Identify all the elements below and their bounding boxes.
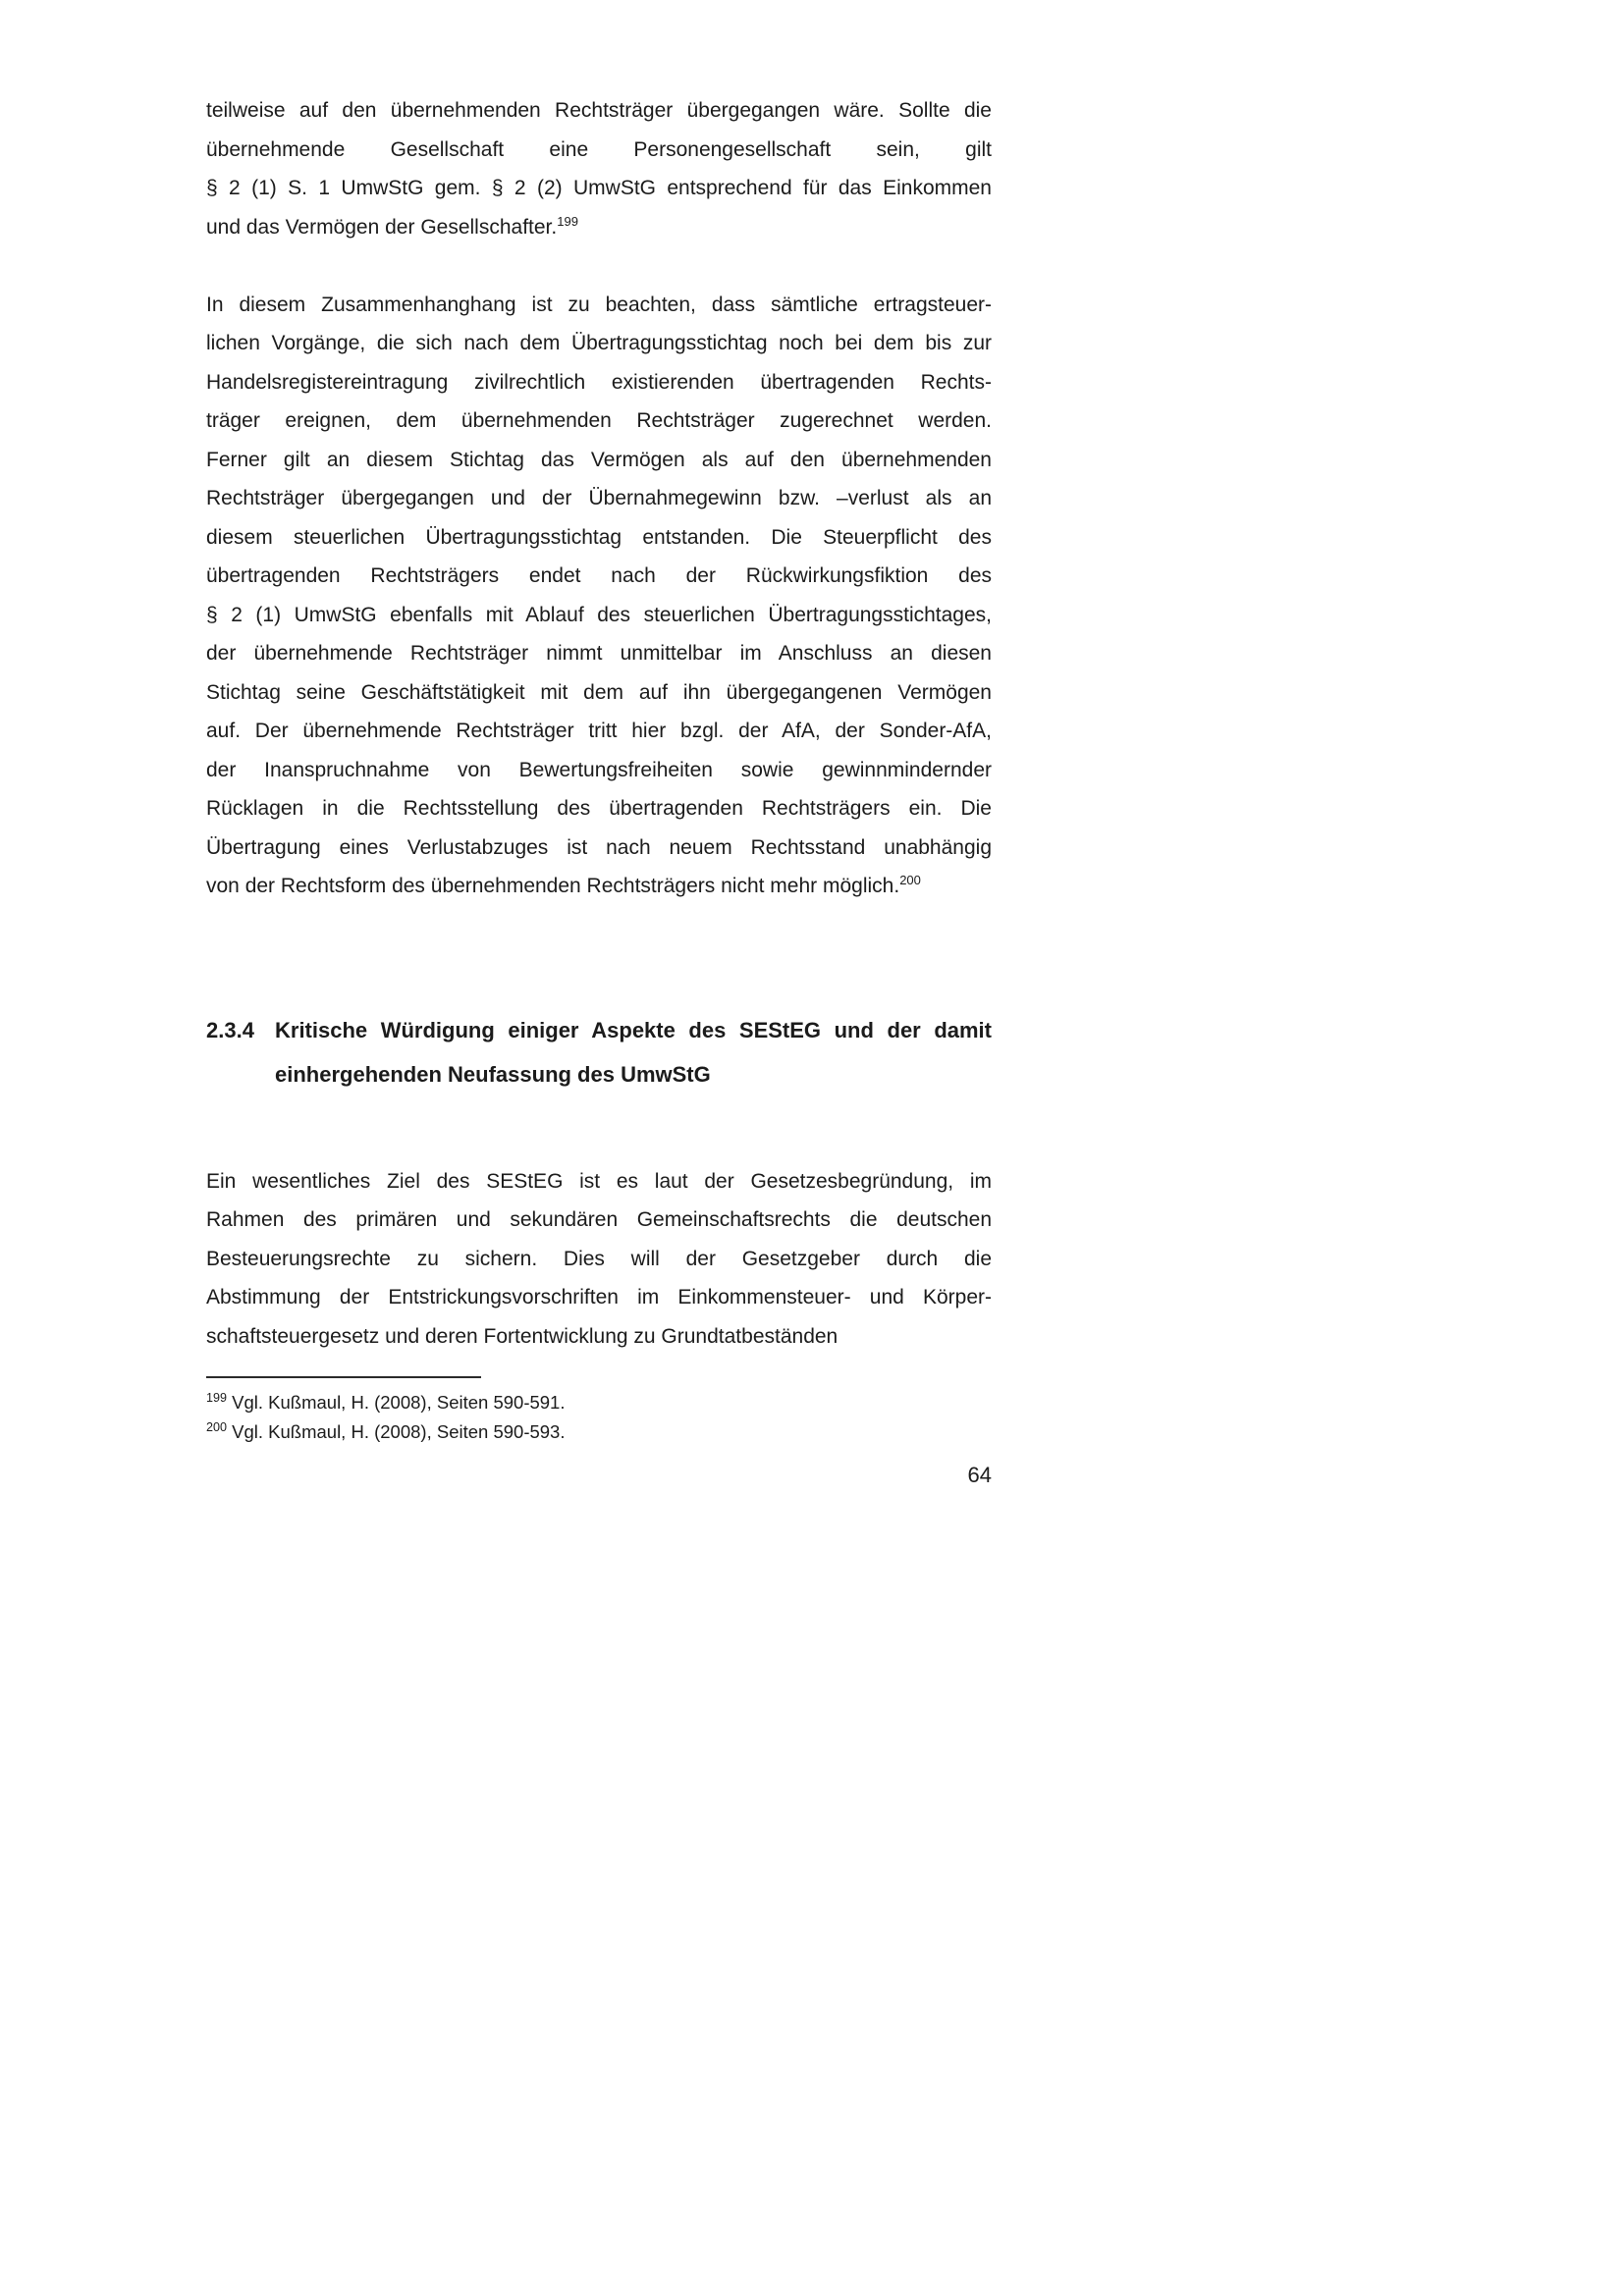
footnote-marker: 199 (206, 1390, 227, 1405)
footnote (206, 1417, 992, 1447)
text-line: Stichtag seine Geschäftstätigkeit mit dem auf ihn übergegangenen Vermögen (206, 680, 992, 704)
text-line: Besteuerungsrechte zu sichern. Dies will der Gesetzgeber durch die (206, 1247, 992, 1270)
text-line: übernehmende Gesellschaft eine Personengesellschaft sein, gilt (206, 137, 992, 161)
text-line: Handelsregistereintragung zivilrechtlich existierenden übertragenden Rechts- (206, 370, 992, 394)
footnote (206, 1388, 992, 1417)
footnote-marker: 200 (206, 1419, 227, 1434)
text-line: Rahmen des primären und sekundären Gemeinschaftsrechts die deutschen (206, 1208, 992, 1231)
text-line: § 2 (1) UmwStG ebenfalls mit Ablauf des steuerlichen Übertragungsstichtages, (206, 603, 992, 626)
text-line: der übernehmende Rechtsträger nimmt unmittelbar im Anschluss an diesen (206, 642, 992, 665)
text-line: von der Rechtsform des übernehmenden Rechtsträgers nicht mehr möglich.$^{200}$ (206, 873, 921, 897)
heading-line-1 (206, 1008, 992, 1052)
text-line: lichen Vorgänge, die sich nach dem Übertragungsstichtag noch bei dem bis zur (206, 332, 992, 354)
text-line: teilweise auf den übernehmenden Rechtsträger übergegangen wäre. Sollte die (206, 99, 992, 122)
text-line: träger ereignen, dem übernehmenden Rechtsträger zugerechnet werden. (206, 409, 992, 432)
heading-title-part-1: Kritische Würdigung einiger Aspekte des SEStEG und der damit (275, 1017, 992, 1042)
footnote-text: Vgl. Kußmaul, H. (2008), Seiten 590-593. (232, 1421, 566, 1442)
footnote-reference: 200 (899, 873, 921, 887)
footnotes-section (206, 1376, 992, 1447)
text-line: § 2 (1) S. 1 UmwStG gem. § 2 (2) UmwStG entsprechend für das Einkommen (206, 177, 992, 199)
text-line: Rechtsträger übergegangen und der Übernahmegewinn bzw. –verlust als an (206, 487, 992, 509)
text-line: übertragenden Rechtsträgers endet nach der Rückwirkungsfiktion des (206, 564, 992, 587)
text-line: schaftsteuergesetz und deren Fortentwicklung zu Grundtatbeständen (206, 1324, 839, 1348)
footnote-text: Vgl. Kußmaul, H. (2008), Seiten 590-591. (232, 1392, 566, 1413)
text-line: Ferner gilt an diesem Stichtag das Vermögen als auf den übernehmenden (206, 448, 992, 471)
paragraph (206, 1162, 992, 1357)
heading-number: 2.3.4 (206, 1017, 254, 1042)
text-line: In diesem Zusammenhanghang ist zu beachten, dass sämtliche ertragsteuer- (206, 293, 992, 316)
text-line: Abstimmung der Entstrickungsvorschriften im Einkommensteuer- und Körper- (206, 1286, 992, 1308)
footnote-reference: 199 (557, 213, 578, 229)
page-number: 64 (967, 1463, 992, 1487)
section-heading (206, 1008, 992, 1096)
text-line: und das Vermögen der Gesellschafter.$^{199}$ (206, 213, 578, 239)
text-line: Ein wesentliches Ziel des SEStEG ist es laut der Gesetzesbegründung, im (206, 1169, 992, 1193)
paragraph (206, 91, 992, 246)
heading-title-part-2: einhergehenden Neufassung des UmwStG (275, 1061, 711, 1087)
body-text (206, 91, 992, 1488)
text-line: der Inanspruchnahme von Bewertungsfreiheiten sowie gewinnmindernder (206, 758, 992, 781)
paragraph (206, 286, 992, 906)
text-line: Rücklagen in die Rechtsstellung des übertragenden Rechtsträgers ein. Die (206, 797, 992, 820)
text-line: diesem steuerlichen Übertragungsstichtag entstanden. Die Steuerpflicht des (206, 525, 992, 549)
footnote-separator (206, 1376, 481, 1378)
text-line: auf. Der übernehmende Rechtsträger tritt hier bzgl. der AfA, der Sonder-AfA, (206, 720, 992, 742)
text-line: Übertragung eines Verlustabzuges ist nach neuem Rechtsstand unabhängig (206, 835, 992, 859)
